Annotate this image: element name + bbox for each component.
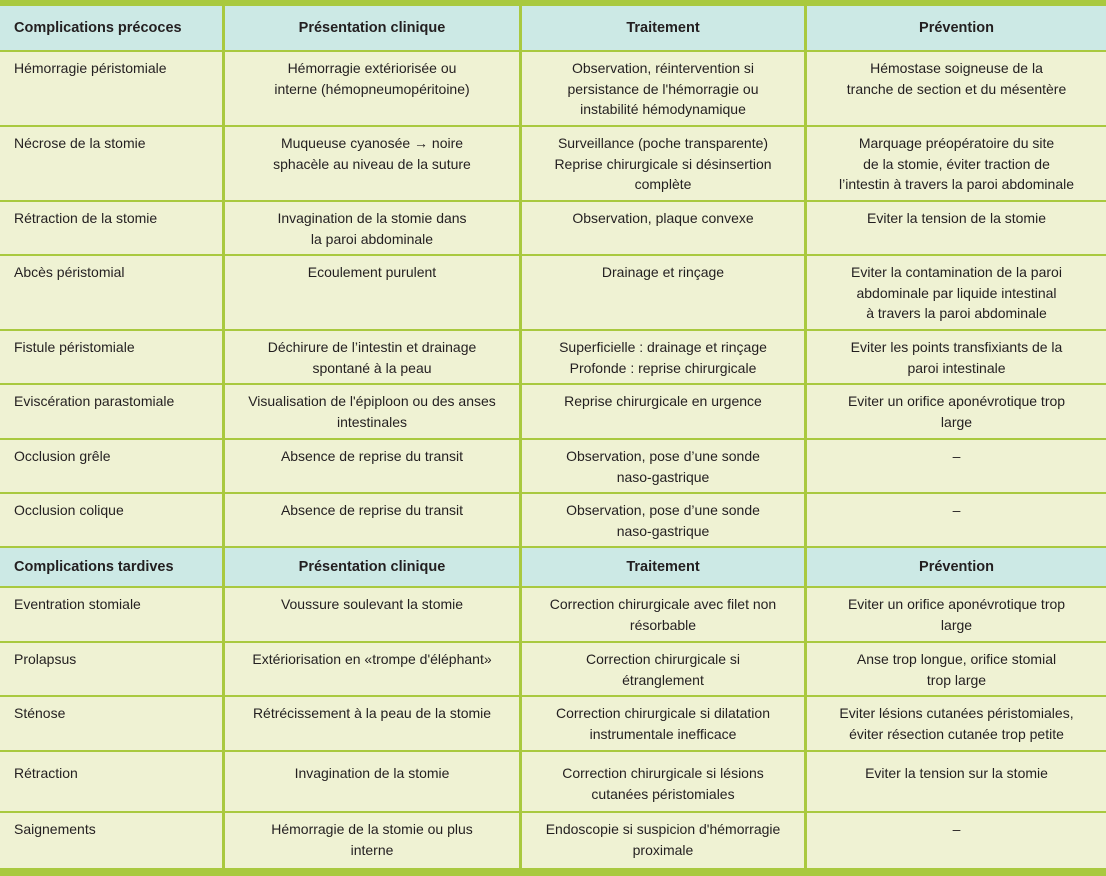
cell-complication: Abcès péristomial — [0, 256, 222, 329]
cell-prevention: Eviter un orifice aponévrotique trop large — [807, 385, 1106, 438]
cell-treatment: Superficielle : drainage et rinçage Profonde : reprise chirurgicale — [522, 331, 804, 383]
cell-prevention: Eviter la tension sur la stomie — [807, 752, 1106, 811]
cell-treatment: Observation, réintervention si persistance de l'hémorragie ou instabilité hémodynamique — [522, 52, 804, 125]
header-cell-complication: Complications tardives — [0, 548, 222, 586]
cell-complication: Rétraction — [0, 752, 222, 811]
cell-prevention: – — [807, 494, 1106, 546]
cell-treatment: Correction chirurgicale si étranglement — [522, 643, 804, 695]
cell-complication: Saignements — [0, 813, 222, 868]
cell-complication: Occlusion colique — [0, 494, 222, 546]
cell-clinical-presentation: Rétrécissement à la peau de la stomie — [225, 697, 519, 750]
cell-prevention: – — [807, 813, 1106, 868]
cell-clinical-presentation: Hémorragie de la stomie ou plus interne — [225, 813, 519, 868]
cell-prevention: Hémostase soigneuse de la tranche de section et du mésentère — [807, 52, 1106, 125]
cell-complication: Prolapsus — [0, 643, 222, 695]
cell-treatment: Correction chirurgicale si dilatation instrumentale inefficace — [522, 697, 804, 750]
cell-clinical-presentation: Ecoulement purulent — [225, 256, 519, 329]
header-cell-prevention: Prévention — [807, 548, 1106, 586]
cell-complication: Sténose — [0, 697, 222, 750]
cell-clinical-presentation: Voussure soulevant la stomie — [225, 588, 519, 641]
cell-treatment: Observation, pose d’une sonde naso-gastrique — [522, 440, 804, 492]
cell-treatment: Observation, plaque convexe — [522, 202, 804, 254]
cell-prevention: Anse trop longue, orifice stomial trop large — [807, 643, 1106, 695]
cell-clinical-presentation: Invagination de la stomie dans la paroi abdominale — [225, 202, 519, 254]
header-cell-complication: Complications précoces — [0, 6, 222, 50]
header-cell-treatment: Traitement — [522, 548, 804, 586]
cell-treatment: Observation, pose d’une sonde naso-gastrique — [522, 494, 804, 546]
cell-complication: Occlusion grêle — [0, 440, 222, 492]
cell-clinical-presentation: Absence de reprise du transit — [225, 440, 519, 492]
cell-complication: Fistule péristomiale — [0, 331, 222, 383]
cell-complication: Eviscération parastomiale — [0, 385, 222, 438]
header-cell-clinical-presentation: Présentation clinique — [225, 6, 519, 50]
cell-prevention: Eviter la contamination de la paroi abdominale par liquide intestinal à travers la paroi abdominale — [807, 256, 1106, 329]
cell-treatment: Endoscopie si suspicion d'hémorragie proximale — [522, 813, 804, 868]
cell-prevention: Eviter les points transfixiants de la paroi intestinale — [807, 331, 1106, 383]
cell-prevention: Eviter lésions cutanées péristomiales, éviter résection cutanée trop petite — [807, 697, 1106, 750]
cell-clinical-presentation: Invagination de la stomie — [225, 752, 519, 811]
cell-prevention: – — [807, 440, 1106, 492]
cell-prevention: Marquage préopératoire du site de la stomie, éviter traction de l’intestin à travers la paroi abdominale — [807, 127, 1106, 200]
cell-complication: Nécrose de la stomie — [0, 127, 222, 200]
cell-treatment: Surveillance (poche transparente) Reprise chirurgicale si désinsertion complète — [522, 127, 804, 200]
cell-treatment: Correction chirurgicale si lésions cutanées péristomiales — [522, 752, 804, 811]
cell-complication: Hémorragie péristomiale — [0, 52, 222, 125]
cell-complication: Eventration stomiale — [0, 588, 222, 641]
cell-complication: Rétraction de la stomie — [0, 202, 222, 254]
cell-clinical-presentation: Visualisation de l'épiploon ou des anses intestinales — [225, 385, 519, 438]
cell-clinical-presentation: Muqueuse cyanosée → noire sphacèle au niveau de la suture — [225, 127, 519, 200]
header-cell-clinical-presentation: Présentation clinique — [225, 548, 519, 586]
cell-clinical-presentation: Extériorisation en «trompe d'éléphant» — [225, 643, 519, 695]
cell-treatment: Reprise chirurgicale en urgence — [522, 385, 804, 438]
cell-clinical-presentation: Absence de reprise du transit — [225, 494, 519, 546]
header-cell-prevention: Prévention — [807, 6, 1106, 50]
cell-clinical-presentation: Déchirure de l’intestin et drainage spontané à la peau — [225, 331, 519, 383]
cell-treatment: Drainage et rinçage — [522, 256, 804, 329]
cell-clinical-presentation: Hémorragie extériorisée ou interne (hémopneumopéritoine) — [225, 52, 519, 125]
cell-prevention: Eviter un orifice aponévrotique trop large — [807, 588, 1106, 641]
header-cell-treatment: Traitement — [522, 6, 804, 50]
cell-treatment: Correction chirurgicale avec filet non résorbable — [522, 588, 804, 641]
cell-prevention: Eviter la tension de la stomie — [807, 202, 1106, 254]
